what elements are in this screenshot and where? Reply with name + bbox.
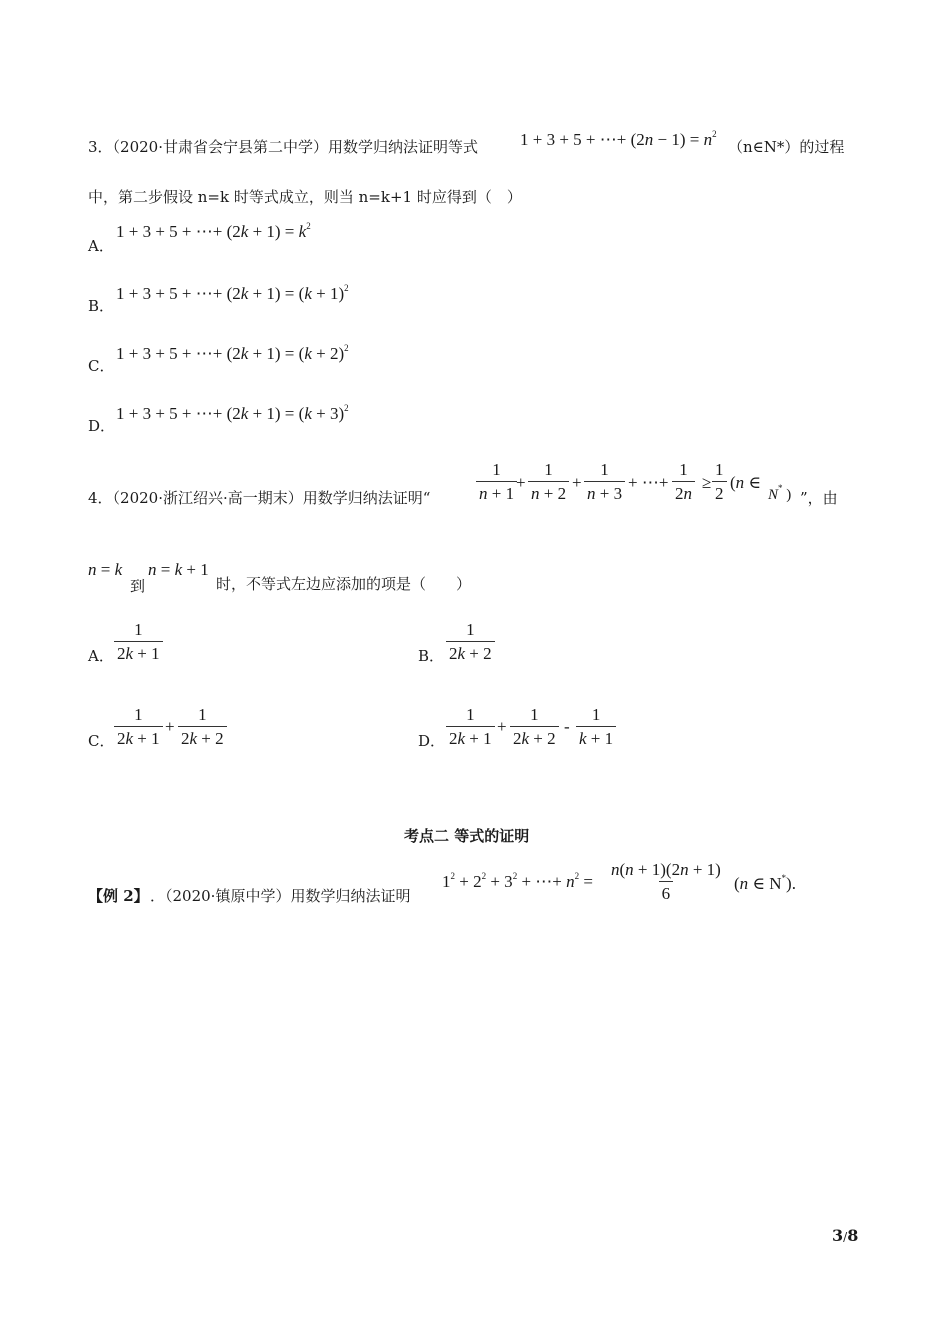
q4-stem-line1: 4．（2020·浙江绍兴·高一期末）用数学归纳法证明“ <box>88 489 431 507</box>
q4-option-b-label: B． <box>418 647 445 665</box>
q4-plus-1: + <box>516 473 526 492</box>
q4-to: 到 <box>130 577 146 595</box>
q4-frac-4: $\frac{1}{2n}$ <box>672 460 695 503</box>
q4-option-c-label: C． <box>88 732 115 750</box>
q3-stem-line1: 3．（2020·甘肃省会宁县第二中学）用数学归纳法证明等式 <box>88 138 478 156</box>
q3-stem-line2: 中，第二步假设 n=k 时等式成立，则当 n=k+1 时应得到（ ） <box>88 188 522 206</box>
q4-d-frac-1: $\frac{1}{2k + 1}$ <box>446 705 495 748</box>
q3-option-b-formula: 1 + 3 + 5 + ⋯+ $(2k + 1) = (k + 1)^2$ <box>116 283 349 303</box>
q3-option-b-label: B． <box>88 297 115 315</box>
q3-stem-condition: （n∈N*）的过程 <box>728 138 845 156</box>
q4-d-frac-2: $\frac{1}{2k + 2}$ <box>510 705 559 748</box>
q4-d-frac-3: $\frac{1}{k + 1}$ <box>576 705 616 748</box>
q3-option-a-formula: 1 + 3 + 5 + ⋯+ $(2k + 1) = k^2$ <box>116 221 311 241</box>
q4-c-plus: + <box>165 717 175 736</box>
q3-option-c-formula: 1 + 3 + 5 + ⋯+ $(2k + 1) = (k + 2)^2$ <box>116 343 349 363</box>
q3-option-a-label: A． <box>88 237 114 255</box>
q4-ellipsis: + ⋯+ <box>628 473 669 492</box>
q4-c-frac-2: $\frac{1}{2k + 2}$ <box>178 705 227 748</box>
q4-frac-2: $\frac{1}{n + 2}$ <box>528 460 569 503</box>
page-current: 3 <box>832 1226 844 1245</box>
q4-frac-5: $\frac{1}{2}$ <box>712 460 727 503</box>
example2-frac: $\frac{n(n + 1)(2n + 1)}{6}$ <box>611 860 721 903</box>
q4-frac-1: $\frac{1}{n + 1}$ <box>476 460 517 503</box>
q3-option-d-label: D． <box>88 417 116 435</box>
page-separator: / <box>843 1230 848 1244</box>
q4-c-frac-1: $\frac{1}{2k + 1}$ <box>114 705 163 748</box>
example2-text: ．（2020·镇原中学）用数学归纳法证明 <box>150 887 411 905</box>
example2-label: 【例 2】 <box>88 887 149 905</box>
q4-stem-line2: 时，不等式左边应添加的项是（ ） <box>216 575 472 593</box>
q4-plus-2: + <box>572 473 582 492</box>
q3-formula: 1 + 3 + 5 + ⋯+ $(2n - 1) = n^2$ <box>520 129 717 149</box>
q3-option-c-label: C． <box>88 357 115 375</box>
example2-cond: (n ∈ N*). <box>734 873 796 893</box>
q4-cond-set: N* ) <box>768 483 792 503</box>
q4-option-d-label: D． <box>418 732 446 750</box>
page-number <box>832 1226 858 1247</box>
q4-geq: ≥ <box>702 473 712 492</box>
example2-sum: $1^2 + 2^2 + 3^2$ + ⋯+ $n^2$ = <box>442 871 593 891</box>
q4-frac-3: $\frac{1}{n + 3}$ <box>584 460 625 503</box>
q4-option-a-label: A． <box>88 647 114 665</box>
q4-d-minus: - <box>564 717 570 736</box>
q4-d-plus: + <box>497 717 507 736</box>
q3-option-d-formula: 1 + 3 + 5 + ⋯+ $(2k + 1) = (k + 3)^2$ <box>116 403 349 423</box>
q4-option-b-formula: $\frac{1}{2k + 2}$ <box>446 620 495 663</box>
q4-n-equals-k-plus-1: n = k + 1 <box>148 560 209 579</box>
q4-stem-line1-end: ”，由 <box>800 489 838 507</box>
q4-cond: (n ∈ <box>730 473 762 492</box>
q4-n-equals-k: n = k <box>88 560 123 579</box>
section-title: 考点二 等式的证明 <box>404 827 530 845</box>
page-total: 8 <box>847 1226 859 1245</box>
q4-option-a-formula: $\frac{1}{2k + 1}$ <box>114 620 163 663</box>
